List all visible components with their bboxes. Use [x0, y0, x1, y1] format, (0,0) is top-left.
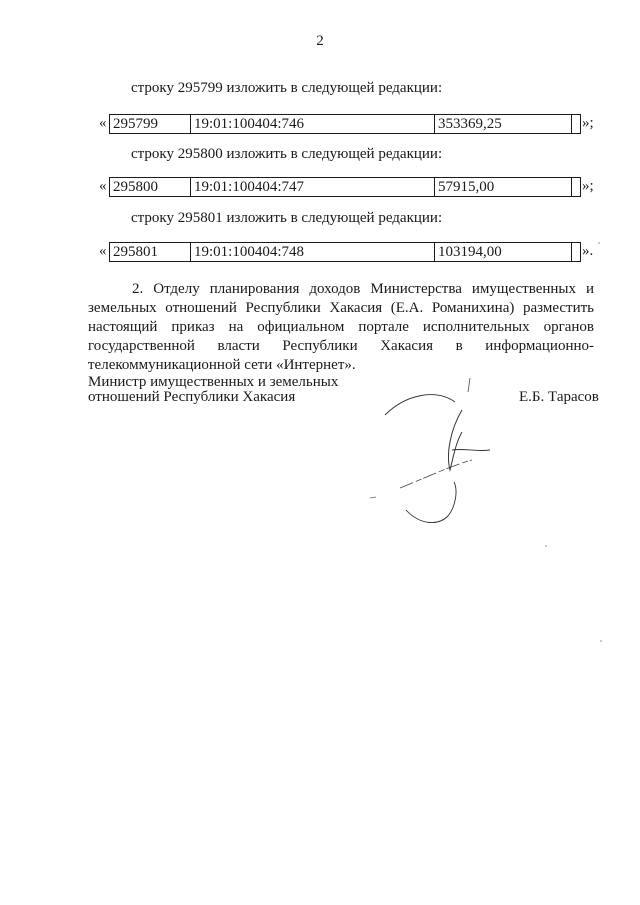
- table-cell-empty: [572, 115, 580, 133]
- table-cell-value: 57915,00: [435, 178, 572, 196]
- amendment-table-1: [109, 114, 581, 134]
- open-quote: «: [99, 243, 107, 259]
- close-quote: ».: [582, 243, 594, 259]
- table-cell-row-number: 295801: [110, 243, 191, 261]
- amendment-instruction-2: строку 295800 изложить в следующей редакции:: [131, 146, 443, 162]
- scan-speck: [600, 640, 602, 642]
- page-number: 2: [316, 33, 324, 49]
- amendment-instruction-3: строку 295801 изложить в следующей редакции:: [131, 210, 443, 226]
- table-cell-cadastral-number: 19:01:100404:747: [191, 178, 435, 196]
- table-cell-value: 103194,00: [435, 243, 572, 261]
- amendment-instruction-1: строку 295799 изложить в следующей редакции:: [131, 80, 443, 96]
- scan-speck: [598, 242, 600, 244]
- signatory-title-line-1: Министр имущественных и земельных: [88, 374, 339, 390]
- scan-speck: [545, 545, 547, 547]
- paragraph-2: 2. Отделу планирования доходов Министерства имущественных и земельных отношений Республики Хакасия (Е.А. Романихина) разместить настоящий приказ на официальном портале исполнительных органов государственной власти Республики Хакасия в информационно-телекоммуникационной сети «Интернет».: [88, 281, 594, 373]
- table-cell-row-number: 295799: [110, 115, 191, 133]
- amendment-table-3: [109, 242, 581, 262]
- table-cell-empty: [572, 243, 580, 261]
- table-cell-cadastral-number: 19:01:100404:746: [191, 115, 435, 133]
- table-cell-empty: [572, 178, 580, 196]
- signatory-title: [88, 375, 338, 405]
- handwritten-signature: [350, 370, 520, 540]
- amendment-table-2: [109, 177, 581, 197]
- table-cell-row-number: 295800: [110, 178, 191, 196]
- open-quote: «: [99, 115, 107, 131]
- open-quote: «: [99, 178, 107, 194]
- signatory-name: Е.Б. Тарасов: [519, 389, 599, 405]
- close-quote: »;: [582, 178, 594, 194]
- close-quote: »;: [582, 115, 594, 131]
- table-cell-value: 353369,25: [435, 115, 572, 133]
- table-cell-cadastral-number: 19:01:100404:748: [191, 243, 435, 261]
- signatory-title-line-2: отношений Республики Хакасия: [88, 389, 296, 405]
